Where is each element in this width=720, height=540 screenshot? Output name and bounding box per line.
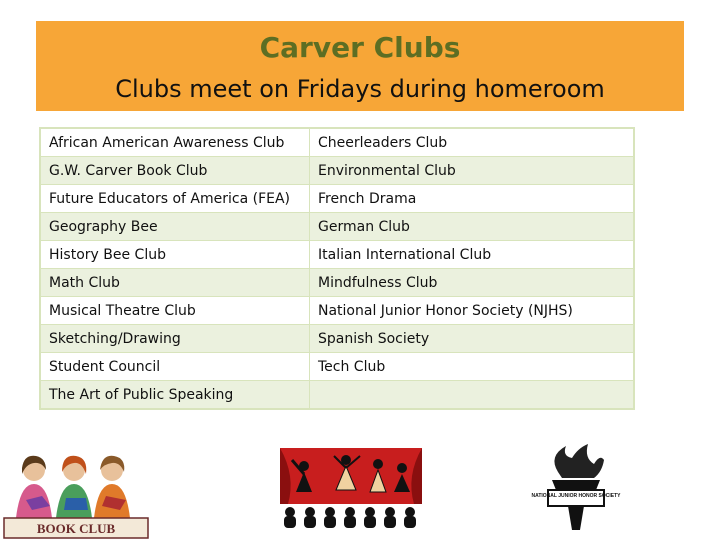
table-cell: Mindfulness Club bbox=[310, 269, 634, 297]
table-cell bbox=[310, 381, 634, 409]
honor-society-torch-icon bbox=[531, 442, 621, 534]
honor-society-label: NATIONAL JUNIOR HONOR SOCIETY bbox=[531, 493, 621, 499]
page-title: Carver Clubs bbox=[259, 31, 461, 64]
table-row bbox=[41, 185, 634, 213]
table-cell: Math Club bbox=[41, 269, 310, 297]
book-club-image bbox=[2, 448, 150, 540]
header-banner bbox=[36, 21, 684, 111]
clubs-table bbox=[40, 128, 634, 409]
table-row bbox=[41, 213, 634, 241]
table-cell: G.W. Carver Book Club bbox=[41, 157, 310, 185]
table-cell: French Drama bbox=[310, 185, 634, 213]
table-cell: Spanish Society bbox=[310, 325, 634, 353]
table-row bbox=[41, 297, 634, 325]
table-cell: Cheerleaders Club bbox=[310, 129, 634, 157]
table-row bbox=[41, 381, 634, 409]
table-cell: African American Awareness Club bbox=[41, 129, 310, 157]
table-cell: Future Educators of America (FEA) bbox=[41, 185, 310, 213]
table-cell: The Art of Public Speaking bbox=[41, 381, 310, 409]
table-cell: Italian International Club bbox=[310, 241, 634, 269]
theatre-image bbox=[276, 446, 426, 530]
table-cell: Environmental Club bbox=[310, 157, 634, 185]
table-cell: Student Council bbox=[41, 353, 310, 381]
table-row bbox=[41, 157, 634, 185]
table-row bbox=[41, 241, 634, 269]
table-row bbox=[41, 325, 634, 353]
page-subtitle: Clubs meet on Fridays during homeroom bbox=[115, 75, 605, 103]
table-row bbox=[41, 353, 634, 381]
table-cell: Tech Club bbox=[310, 353, 634, 381]
book-club-label: BOOK CLUB bbox=[36, 521, 116, 536]
table-row bbox=[41, 129, 634, 157]
table-row bbox=[41, 269, 634, 297]
table-cell: Sketching/Drawing bbox=[41, 325, 310, 353]
table-cell: National Junior Honor Society (NJHS) bbox=[310, 297, 634, 325]
table-cell: History Bee Club bbox=[41, 241, 310, 269]
table-cell: Musical Theatre Club bbox=[41, 297, 310, 325]
table-cell: Geography Bee bbox=[41, 213, 310, 241]
table-cell: German Club bbox=[310, 213, 634, 241]
